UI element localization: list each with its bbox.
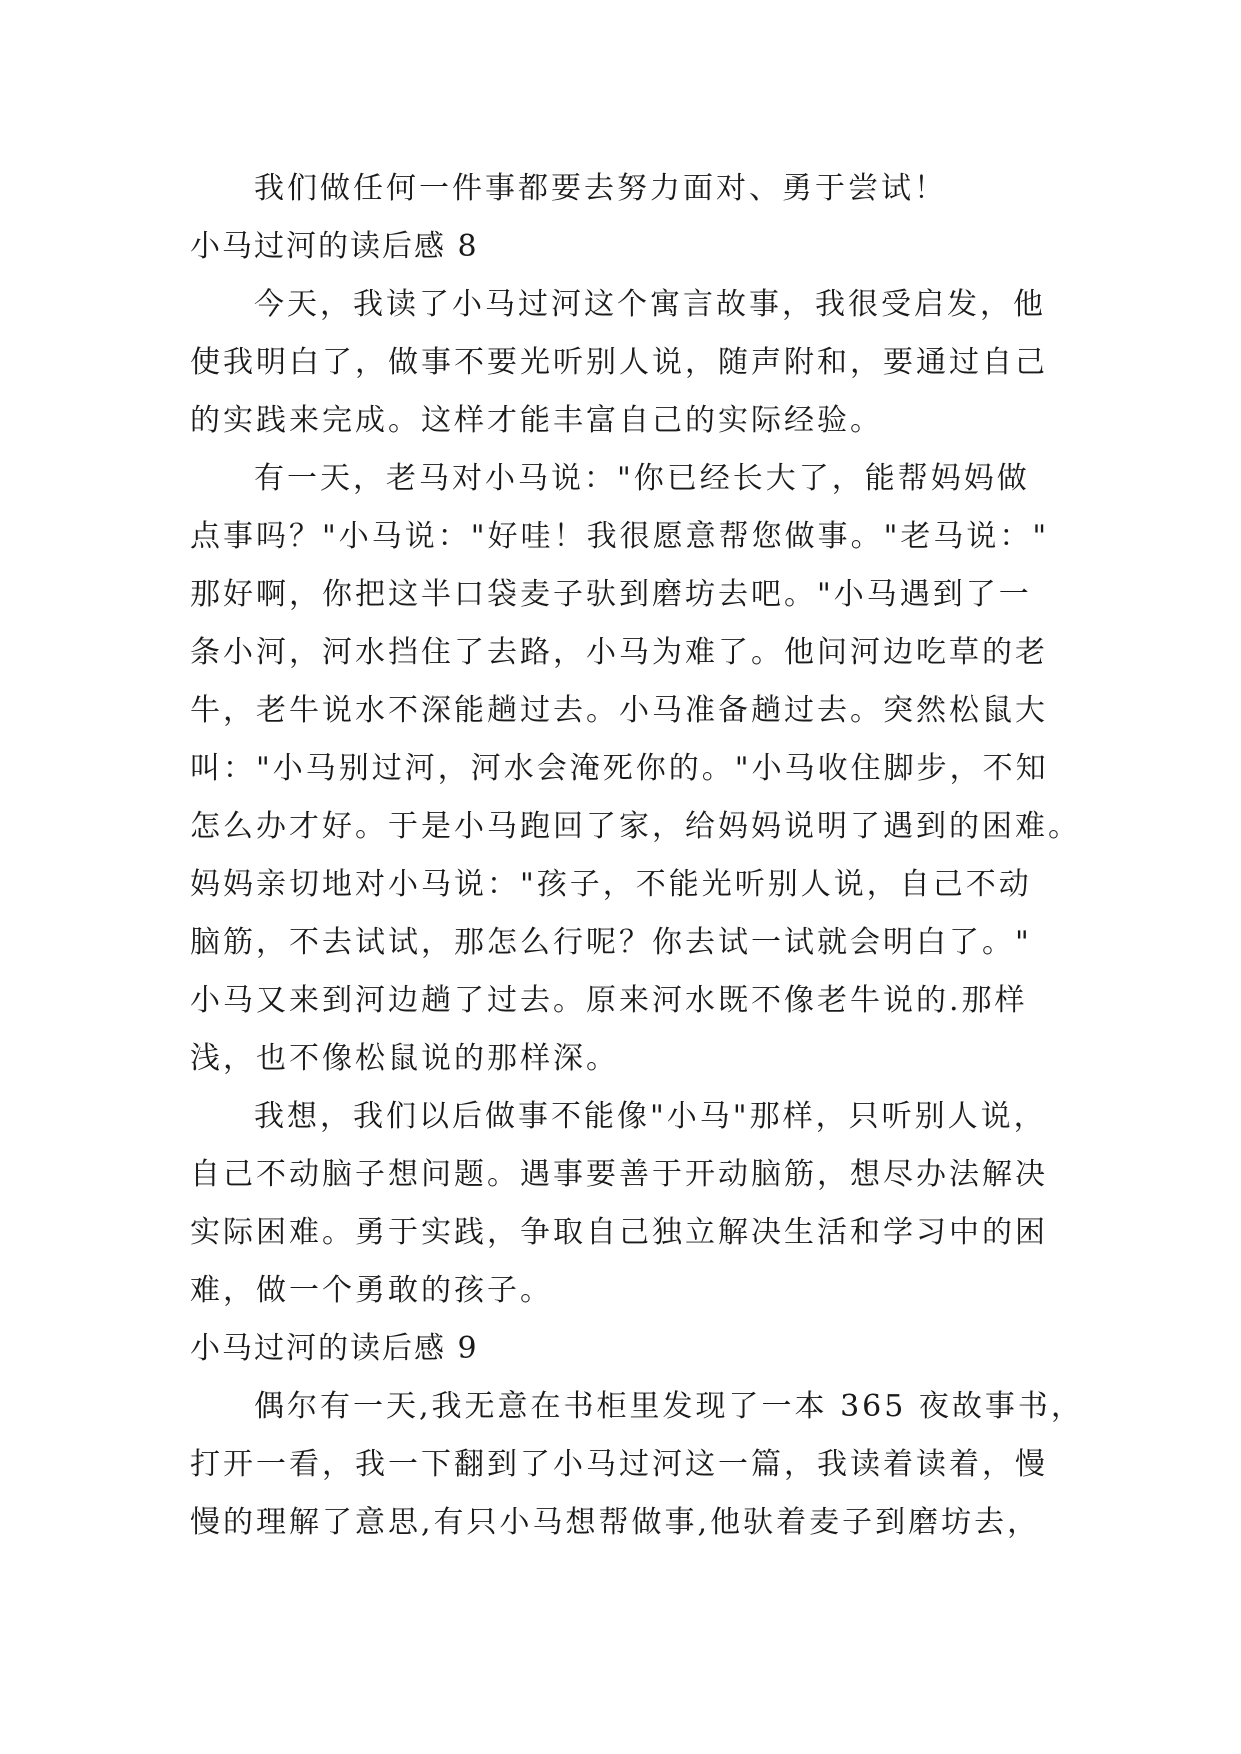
paragraph-line: 的实践来完成。这样才能丰富自己的实际经验。: [190, 403, 883, 438]
paragraph-line: 偶尔有一天,我无意在书柜里发现了一本 365 夜故事书，: [254, 1389, 1084, 1424]
paragraph-line: 我们做任何一件事都要去努力面对、勇于尝试！: [254, 171, 947, 206]
paragraph-line: 牛，老牛说水不深能趟过去。小马准备趟过去。突然松鼠大: [190, 693, 1048, 728]
paragraph-line: 那好啊，你把这半口袋麦子驮到磨坊去吧。"小马遇到了一: [190, 577, 1032, 612]
paragraph-line: 今天，我读了小马过河这个寓言故事，我很受启发，他: [254, 287, 1046, 322]
paragraph-line: 点事吗？"小马说："好哇！我很愿意帮您做事。"老马说：": [190, 519, 1050, 554]
paragraph-line: 叫："小马别过河，河水会淹死你的。"小马收住脚步，不知: [190, 751, 1049, 786]
paragraph-line: 打开一看，我一下翻到了小马过河这一篇，我读着读着，慢: [190, 1447, 1048, 1482]
paragraph-line: 使我明白了，做事不要光听别人说，随声附和，要通过自己: [190, 345, 1048, 380]
section-heading: 小马过河的读后感 9: [190, 1331, 479, 1366]
paragraph-line: 脑筋，不去试试，那怎么行呢？你去试一试就会明白了。": [190, 925, 1032, 960]
paragraph-line: 难，做一个勇敢的孩子。: [190, 1273, 553, 1308]
paragraph-line: 自己不动脑子想问题。遇事要善于开动脑筋，想尽办法解决: [190, 1157, 1048, 1192]
section-heading: 小马过河的读后感 8: [190, 229, 479, 264]
document-body: [190, 160, 1084, 1552]
paragraph-line: 小马又来到河边趟了过去。原来河水既不像老牛说的.那样: [190, 983, 1028, 1018]
paragraph-line: 条小河，河水挡住了去路，小马为难了。他问河边吃草的老: [190, 635, 1048, 670]
paragraph-line: 有一天，老马对小马说："你已经长大了，能帮妈妈做: [254, 461, 1030, 496]
paragraph-line: 妈妈亲切地对小马说："孩子，不能光听别人说，自己不动: [190, 867, 1032, 902]
paragraph-line: 我想，我们以后做事不能像"小马"那样，只听别人说，: [254, 1099, 1047, 1134]
paragraph-line: 慢的理解了意思,有只小马想帮做事,他驮着麦子到磨坊去，: [190, 1505, 1041, 1540]
paragraph-line: 实际困难。勇于实践，争取自己独立解决生活和学习中的困: [190, 1215, 1048, 1250]
paragraph-line: 怎么办才好。于是小马跑回了家，给妈妈说明了遇到的困难。: [190, 809, 1081, 844]
paragraph-line: 浅，也不像松鼠说的那样深。: [190, 1041, 619, 1076]
